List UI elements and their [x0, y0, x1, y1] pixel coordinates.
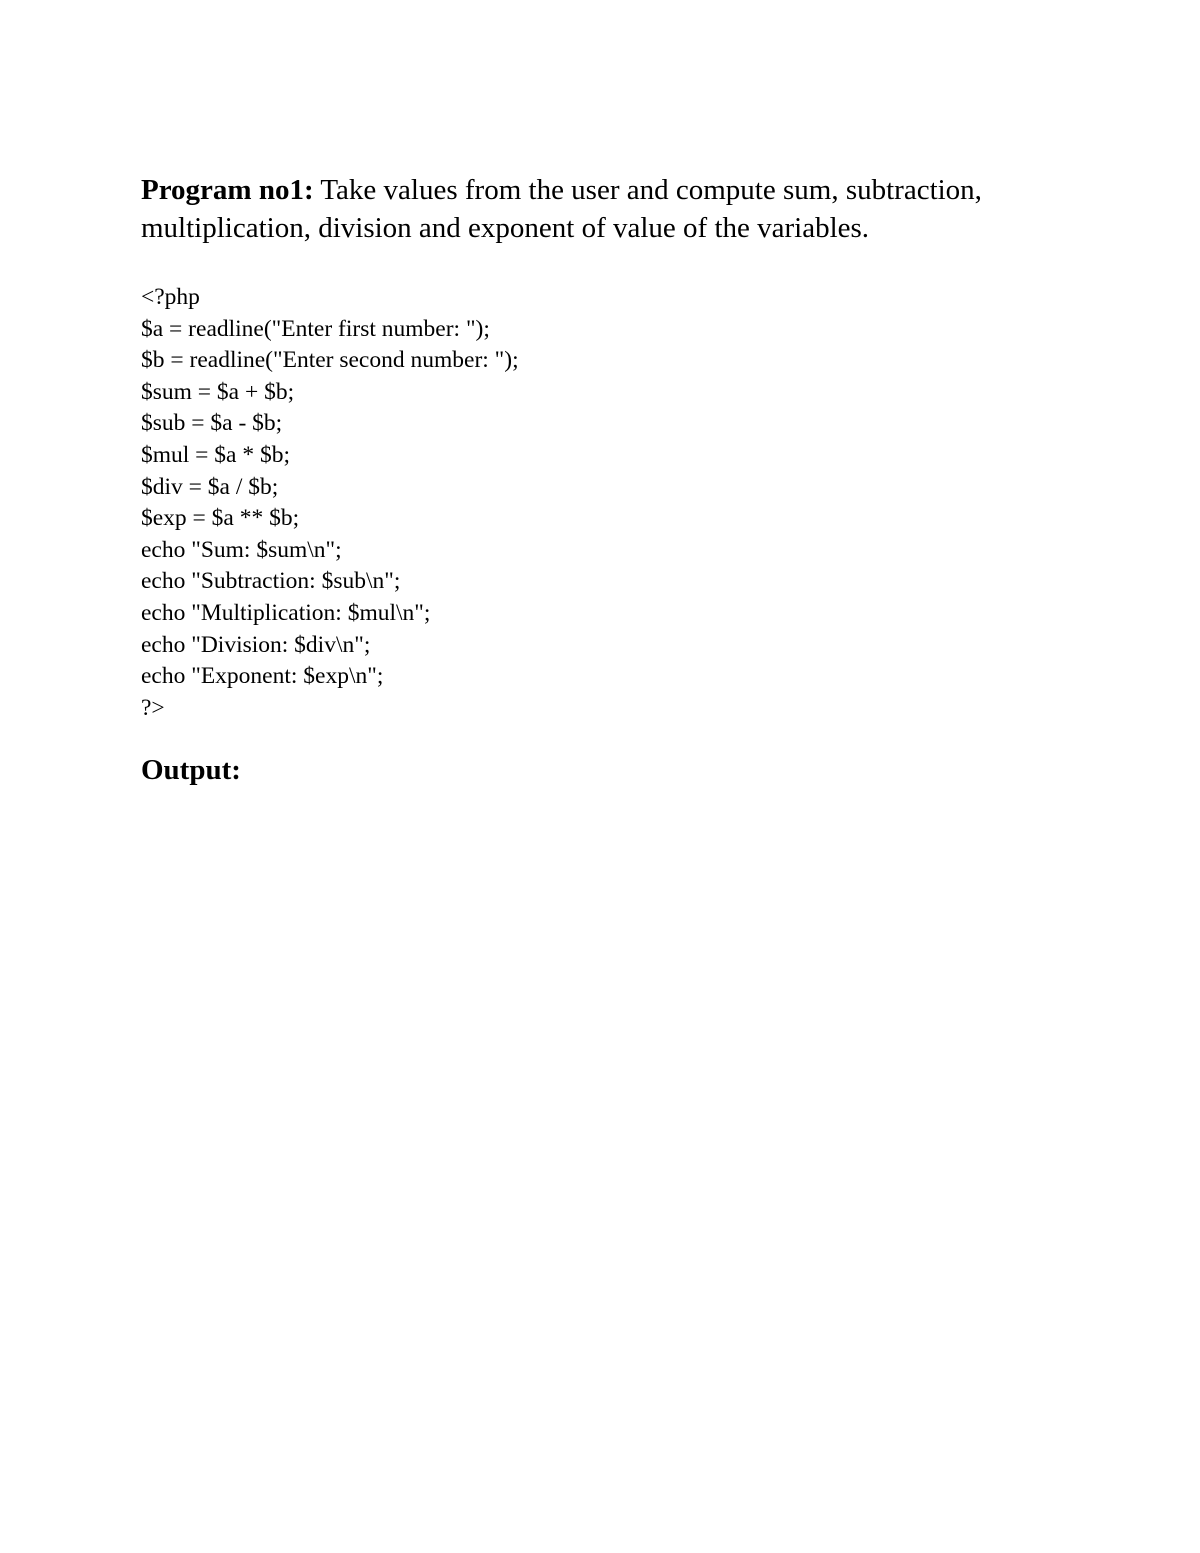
code-line: echo "Sum: $sum\n"; — [141, 536, 342, 563]
output-heading: Output: — [141, 754, 241, 786]
code-line: <?php — [141, 284, 200, 310]
code-line: $sum = $a + $b; — [141, 378, 295, 405]
code-line: $mul = $a * $b; — [141, 441, 291, 468]
code-line: echo "Division: $div\n"; — [141, 631, 371, 658]
program-heading — [141, 171, 1101, 247]
code-line: $a = readline("Enter first number: "); — [141, 315, 490, 342]
code-line: echo "Exponent: $exp\n"; — [141, 663, 384, 690]
code-line: $sub = $a - $b; — [141, 410, 283, 437]
code-line: $div = $a / $b; — [141, 473, 279, 500]
program-description-line-1: Take values from the user and compute sum, subtraction, — [313, 174, 982, 206]
code-line: echo "Subtraction: $sub\n"; — [141, 568, 401, 595]
code-line: $b = readline("Enter second number: "); — [141, 347, 519, 374]
program-description-line-2: multiplication, division and exponent of value of the variables. — [141, 212, 870, 244]
code-line: echo "Multiplication: $mul\n"; — [141, 599, 431, 626]
code-line: $exp = $a ** $b; — [141, 505, 300, 532]
code-line: ?> — [141, 694, 165, 721]
php-code-block — [141, 282, 519, 724]
program-label: Program no1: — [141, 174, 314, 206]
